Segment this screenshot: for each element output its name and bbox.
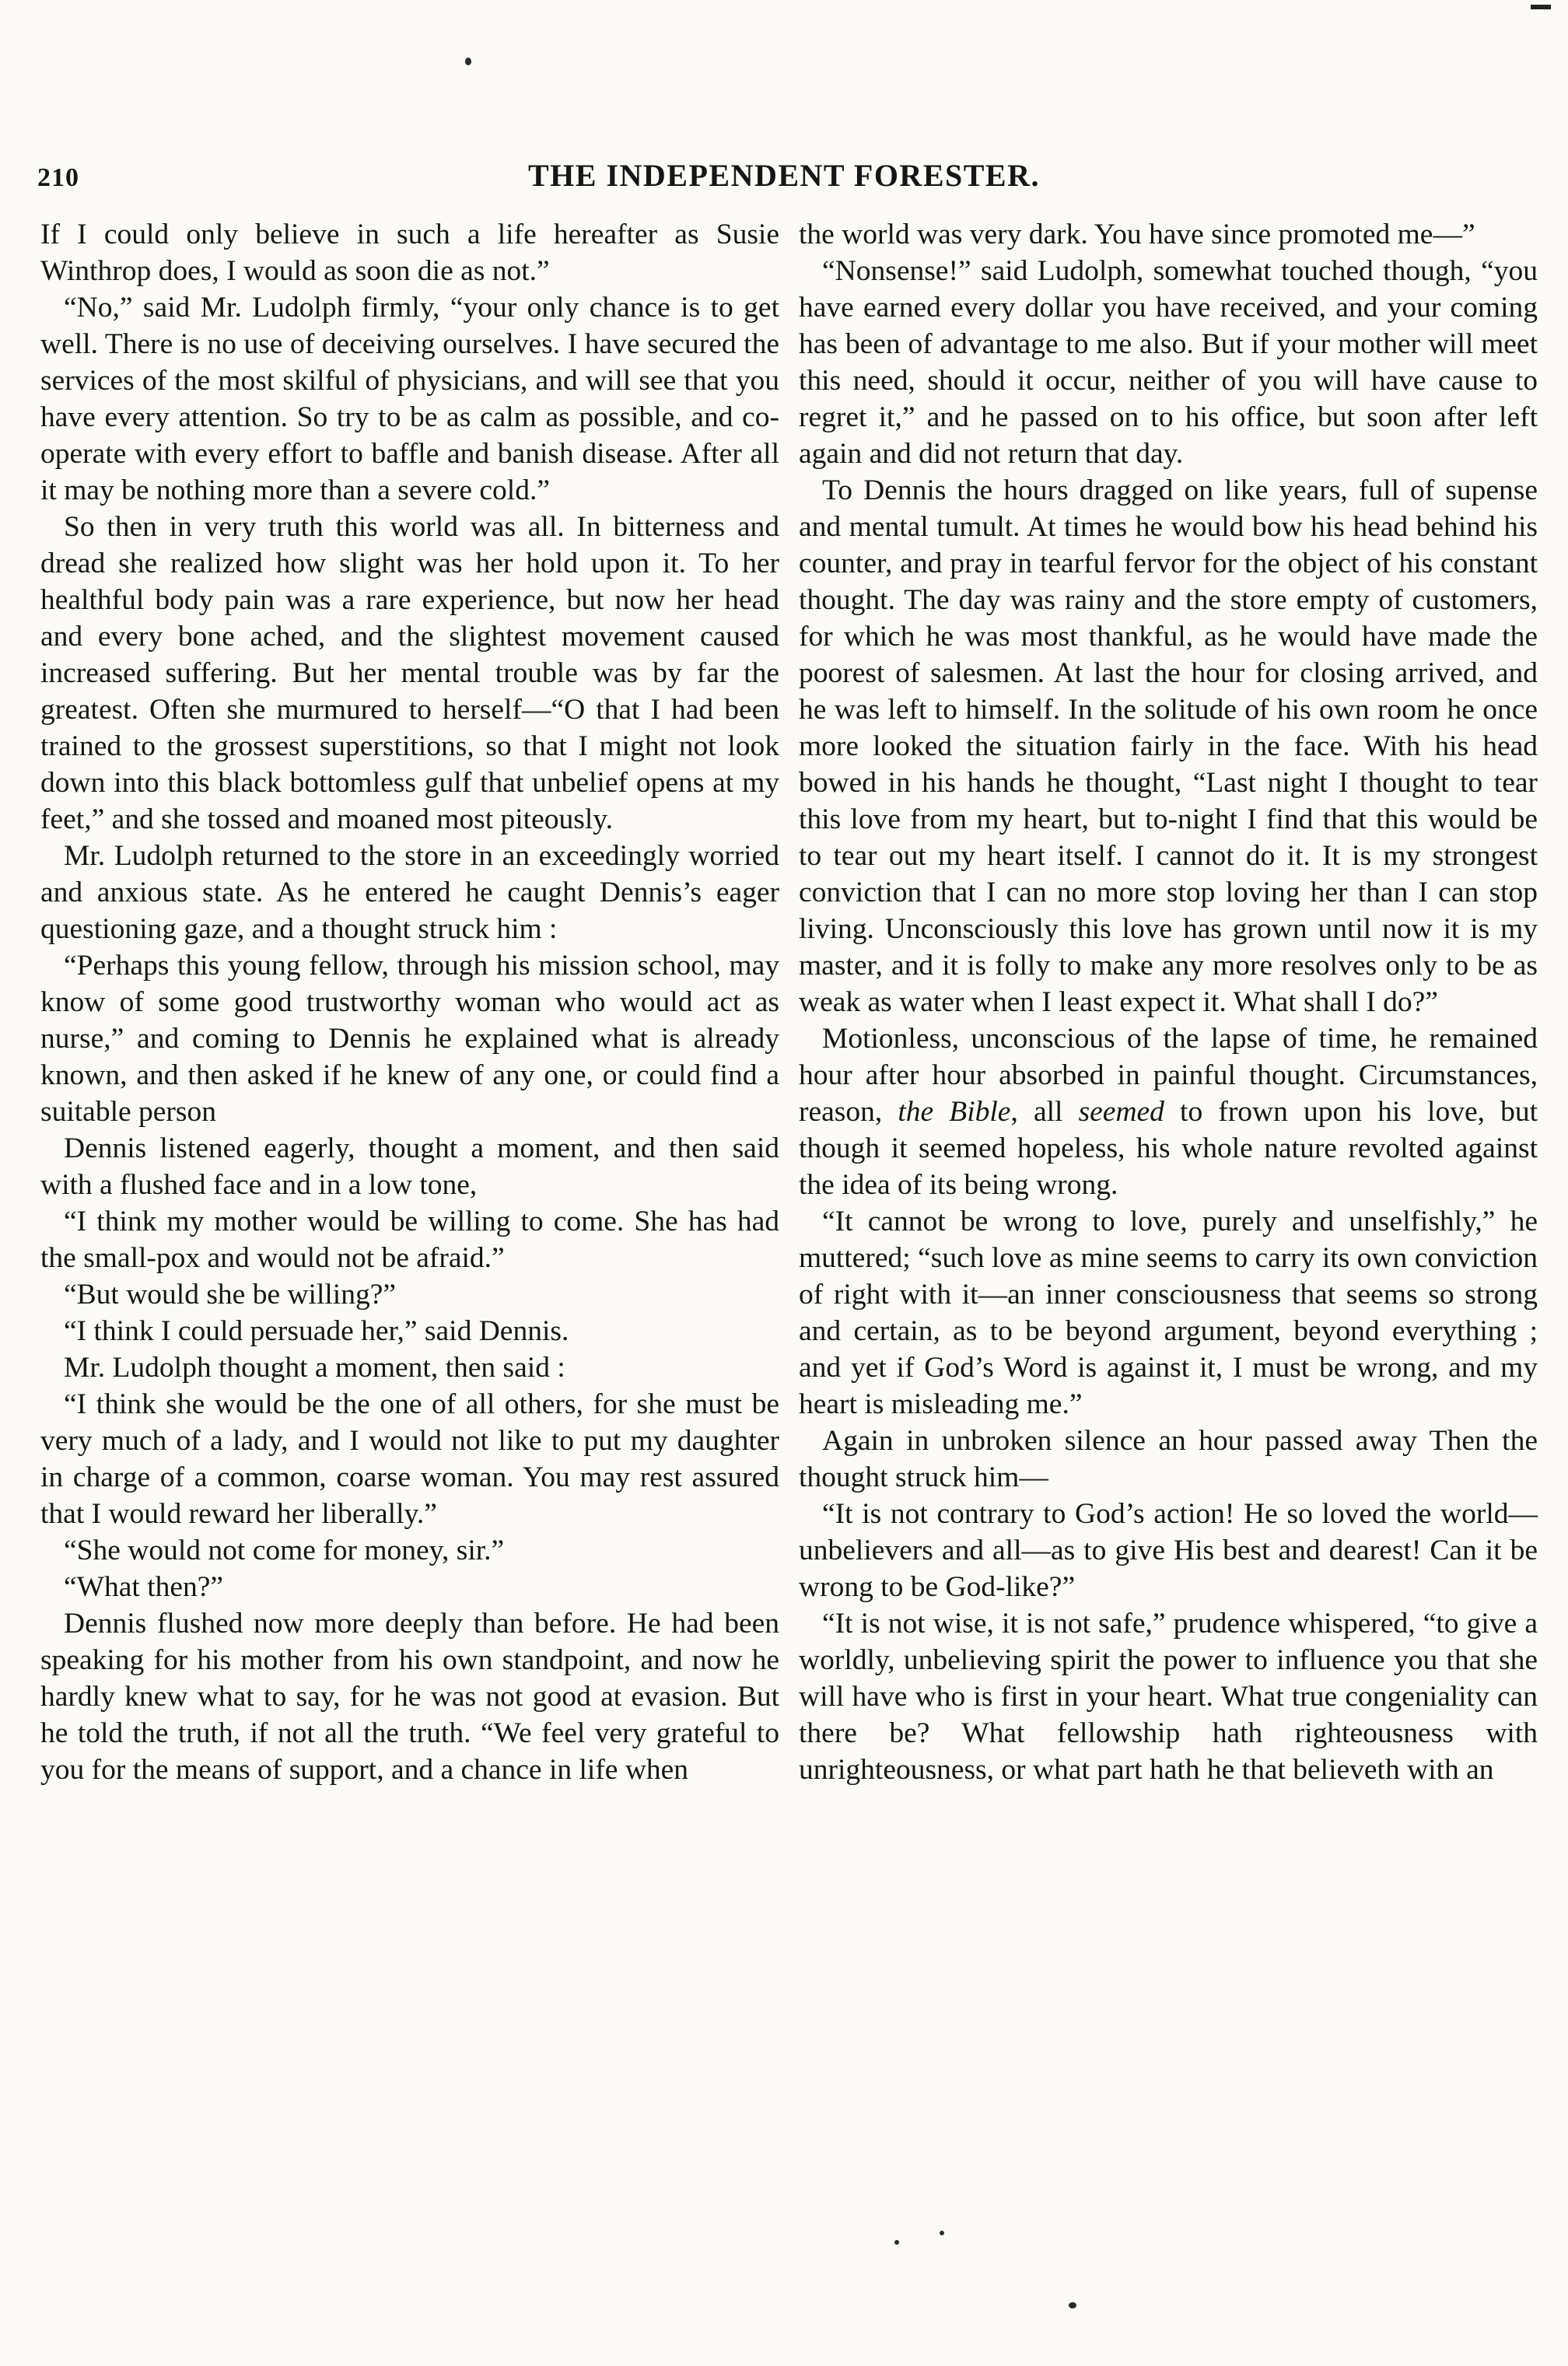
paragraph: Dennis listened eagerly, thought a moment, and then said with a flushed face and in a low tone, (40, 1132, 779, 1201)
paragraph: “Nonsense!” said Ludolph, somewhat touched though, “you have earned every dollar you have received, and your coming has been of advantage to me also. But if your mother will meet this need, should it occur, neither of you will have cause to regret it,” and he passed on to his office, but soon after left again and did not return that day. (799, 255, 1538, 470)
left-column (40, 216, 779, 1788)
paragraph: “It cannot be wrong to love, purely and unselfishly,” he muttered; “such love as mine seems to carry its own conviction of right with it—an inner consciousness that seems so strong and certain, as to be beyond argument, beyond everything ; and yet if God’s Word is against it, I must be wrong, and my heart is misleading me.” (799, 1206, 1538, 1420)
paragraph: Dennis flushed now more deeply than before. He had been speaking for his mother from his own standpoint, and now he hardly knew what to say, for he was not good at evasion. But he told the truth, if not all the truth. “We feel very grateful to you for the means of support, and a chance in life when (40, 1608, 779, 1786)
paragraph: “I think my mother would be willing to come. She has had the small-pox and would not be afraid.” (40, 1206, 779, 1274)
right-column (799, 216, 1538, 1788)
running-head: THE INDEPENDENT FORESTER. (527, 158, 1040, 193)
paragraph: “I think I could persuade her,” said Dennis. (64, 1315, 569, 1347)
paragraph: “But would she be willing?” (64, 1279, 397, 1311)
paragraph: Mr. Ludolph returned to the store in an exceedingly worried and anxious state. As he entered he caught Dennis’s eager questioning gaze, and a thought struck him : (40, 840, 779, 945)
paragraph: Mr. Ludolph thought a moment, then said : (64, 1352, 565, 1384)
paragraph: Again in unbroken silence an hour passed away Then the thought struck him— (799, 1425, 1538, 1493)
edge-mark (1531, 5, 1551, 9)
paragraph: To Dennis the hours dragged on like years, full of supense and mental tumult. At times he would bow his head behind his counter, and pray in tearful fervor for the object of his constant thought. The day was rainy and the store empty of customers, for which he was most thankful, as he would have made the poorest of salesmen. At last the hour for closing arrived, and he was left to himself. In the solitude of his own room he once more looked the situation fairly in the face. With his head bowed in his hands he thought, “Last night I thought to tear this love from my heart, but to-night I find that this would be to tear out my heart itself. I cannot do it. It is my strongest conviction that I can no more stop loving her than I can stop living. Unconsciously this love has grown until now it is my master, and it is folly to make any more resolves only to be as weak as water when I least expect it. What shall I do?” (799, 474, 1538, 1018)
ink-speck (465, 58, 471, 65)
paragraph: “No,” said Mr. Ludolph firmly, “your only chance is to get well. There is no use of deceiving ourselves. I have secured the services of the most skilful of physicians, and will see that you have every attention. So try to be as calm as possible, and co-operate with every effort to baffle and banish disease. After all it may be nothing more than a severe cold.” (40, 292, 779, 506)
paragraph: “It is not wise, it is not safe,” prudence whispered, “to give a worldly, unbelieving spirit the power to influence you that she will have who is first in your heart. What true congeniality can there be? What fellowship hath righteousness with unrighteousness, or what part hath he that believeth with an (799, 1608, 1538, 1786)
paragraph: “I think she would be the one of all others, for she must be very much of a lady, and I would not like to put my daughter in charge of a common, coarse woman. You may rest assured that I would reward her liberally.” (40, 1388, 779, 1530)
paragraph: “Perhaps this young fellow, through his mission school, may know of some good trustworthy woman who would act as nurse,” and coming to Dennis he explained what is already known, and then asked if he knew of any one, or could find a suitable person (40, 950, 779, 1128)
paragraph: “It is not contrary to God’s action! He so loved the world—unbelievers and all—as to give His best and dearest! Can it be wrong to be God-like?” (799, 1498, 1538, 1603)
paragraph: “She would not come for money, sir.” (64, 1535, 505, 1566)
ink-speck (940, 2231, 944, 2235)
paragraph: So then in very truth this world was all. In bitterness and dread she realized how slight was her hold upon it. To her healthful body pain was a rare experience, but now her head and every bone ached, and the slightest movement caused increased suffering. But her mental trouble was by far the greatest. Often she murmured to herself—“O that I had been trained to the grossest superstitions, so that I might not look down into this black bottomless gulf that unbelief opens at my feet,” and she tossed and moaned most piteously. (40, 511, 779, 835)
paragraph: “What then?” (64, 1571, 224, 1603)
ink-speck (1069, 2302, 1076, 2308)
paragraph: If I could only believe in such a life hereafter as Susie Winthrop does, I would as soon die as not.” (40, 219, 779, 287)
page-number: 210 (37, 163, 79, 192)
paragraph: the world was very dark. You have since promoted me—” (799, 219, 1475, 250)
ink-speck (894, 2240, 899, 2245)
paragraph: Motionless, unconscious of the lapse of time, he remained hour after hour absorbed in painful thought. Circumstances, reason, the Bible, all seemed to frown upon his love, but though it seemed hopeless, his whole nature revolted against the idea of its being wrong. (799, 1023, 1538, 1201)
